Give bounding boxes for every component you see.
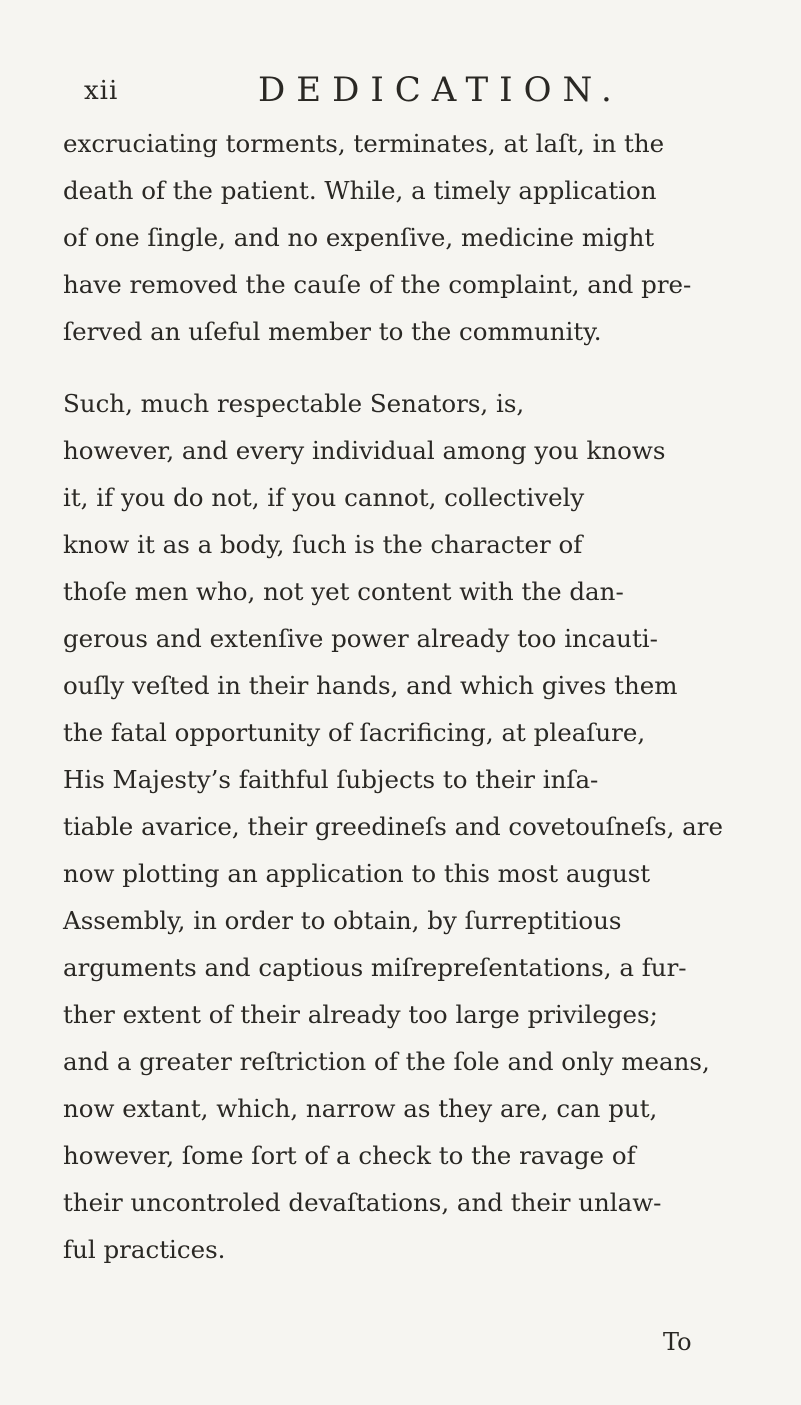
text-line: their uncontroled devaſtations, and their unlaw- — [63, 1188, 662, 1217]
text-line: of one ſingle, and no expenſive, medicine might — [63, 223, 655, 252]
text-line: now extant, which, narrow as they are, can put, — [63, 1094, 658, 1123]
page-number: xii — [84, 76, 119, 106]
text-line: know it as a body, ſuch is the character of — [63, 530, 583, 559]
text-line: the fatal opportunity of ſacrificing, at pleaſure, — [63, 718, 646, 747]
catchword: To — [663, 1328, 692, 1356]
text-line: His Majesty’s faithful ſubjects to their inſa- — [63, 765, 599, 794]
text-line: now plotting an application to this most august — [63, 859, 651, 888]
body-text — [63, 120, 723, 1273]
page-header — [0, 70, 801, 110]
text-line: however, and every individual among you knows — [63, 436, 666, 465]
text-line: ſerved an uſeful member to the community. — [63, 317, 602, 346]
text-line: however, ſome ſort of a check to the ravage of — [63, 1141, 636, 1170]
text-line: excruciating torments, terminates, at laſt, in the — [63, 129, 665, 158]
text-line: Assembly, in order to obtain, by ſurreptitious — [63, 906, 622, 935]
paragraph-1 — [63, 120, 723, 355]
running-head: DEDICATION. — [258, 70, 623, 110]
text-line: ther extent of their already too large privileges; — [63, 1000, 658, 1029]
text-line: gerous and extenſive power already too incauti- — [63, 624, 658, 653]
text-line: death of the patient. While, a timely application — [63, 176, 657, 205]
text-line: tiable avarice, their greedineſs and covetouſneſs, are — [63, 812, 723, 841]
text-line: and a greater reſtriction of the ſole and only means, — [63, 1047, 710, 1076]
text-line: it, if you do not, if you cannot, collectively — [63, 483, 585, 512]
text-line: ouſly veſted in their hands, and which gives them — [63, 671, 678, 700]
text-line: thoſe men who, not yet content with the dan- — [63, 577, 624, 606]
paragraph-2 — [63, 380, 723, 1273]
text-line: have removed the cauſe of the complaint, and pre- — [63, 270, 692, 299]
text-line: arguments and captious miſrepreſentations, a fur- — [63, 953, 687, 982]
text-line: Such, much respectable Senators, is, — [63, 389, 525, 418]
text-line: ful practices. — [63, 1235, 226, 1264]
